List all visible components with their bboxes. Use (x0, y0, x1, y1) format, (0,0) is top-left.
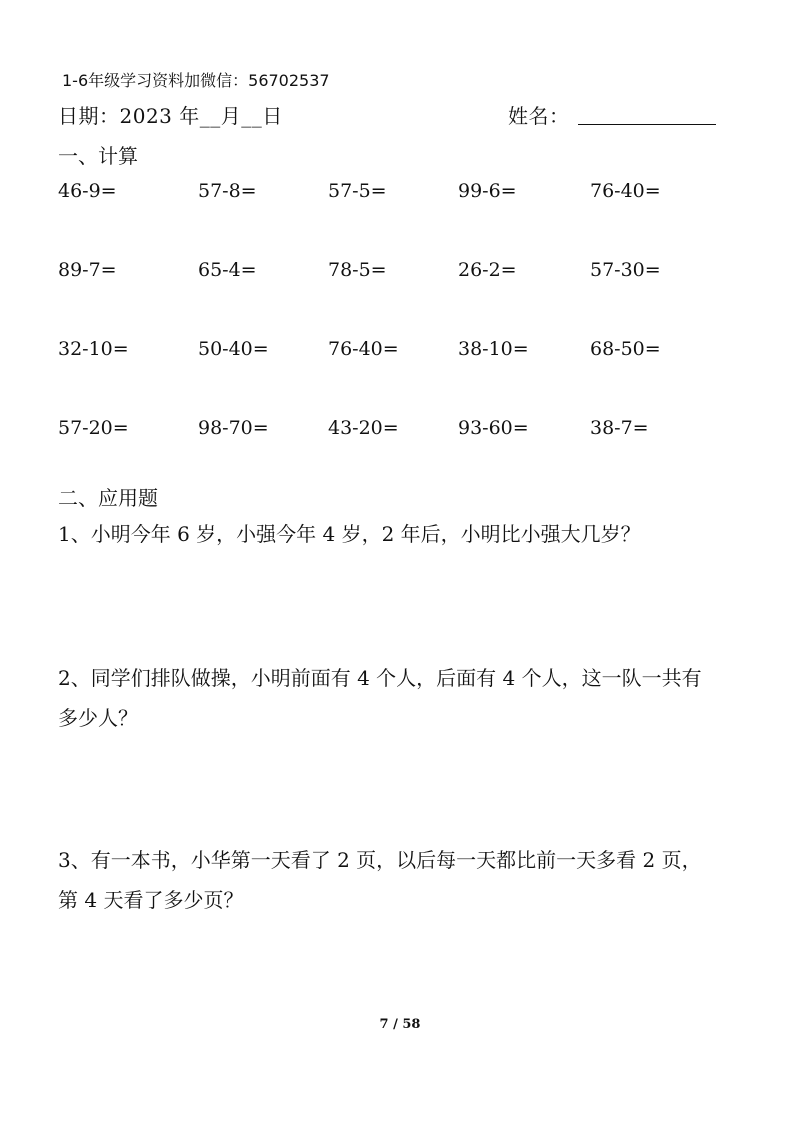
calc-problem: 57-20= (58, 417, 129, 439)
problem-line: 第 4 天看了多少页？ (58, 888, 244, 912)
watermark-text: 1-6年级学习资料加微信：56702537 (62, 71, 330, 90)
calc-row (58, 338, 758, 417)
calc-problem: 46-9= (58, 180, 117, 202)
problem-line: 多少人？ (58, 706, 138, 730)
calc-problem: 78-5= (328, 259, 387, 281)
calc-problem: 43-20= (328, 417, 399, 439)
calc-problem: 57-30= (590, 259, 661, 281)
word-problem-2 (58, 658, 702, 738)
word-problem-3 (58, 840, 702, 920)
name-label: 姓名： (508, 104, 570, 128)
calc-problem: 68-50= (590, 338, 661, 360)
calc-problem: 26-2= (458, 259, 517, 281)
calc-problem: 76-40= (328, 338, 399, 360)
calc-problem: 38-10= (458, 338, 529, 360)
word-problem-1 (58, 514, 641, 554)
calculation-grid (58, 180, 758, 496)
calc-row (58, 259, 758, 338)
calc-problem: 57-5= (328, 180, 387, 202)
calc-problem: 93-60= (458, 417, 529, 439)
calc-problem: 89-7= (58, 259, 117, 281)
problem-line: 2、同学们排队做操，小明前面有 4 个人，后面有 4 个人，这一队一共有 (58, 666, 702, 690)
calc-problem: 99-6= (458, 180, 517, 202)
calc-problem: 65-4= (198, 259, 257, 281)
date-line: 日期：2023 年__月__日 (58, 104, 283, 128)
calc-problem: 98-70= (198, 417, 269, 439)
calc-problem: 57-8= (198, 180, 257, 202)
calc-row (58, 417, 758, 496)
section-title-calculation: 一、计算 (58, 144, 138, 168)
calc-problem: 38-7= (590, 417, 649, 439)
name-blank-line (578, 124, 716, 125)
calc-problem: 32-10= (58, 338, 129, 360)
calc-row (58, 180, 758, 259)
problem-line: 1、小明今年 6 岁，小强今年 4 岁，2 年后，小明比小强大几岁？ (58, 522, 641, 546)
section-title-word-problems: 二、应用题 (58, 486, 158, 510)
calc-problem: 76-40= (590, 180, 661, 202)
calc-problem: 50-40= (198, 338, 269, 360)
page-number: 7 / 58 (379, 1017, 421, 1032)
problem-line: 3、有一本书，小华第一天看了 2 页，以后每一天都比前一天多看 2 页， (58, 848, 702, 872)
